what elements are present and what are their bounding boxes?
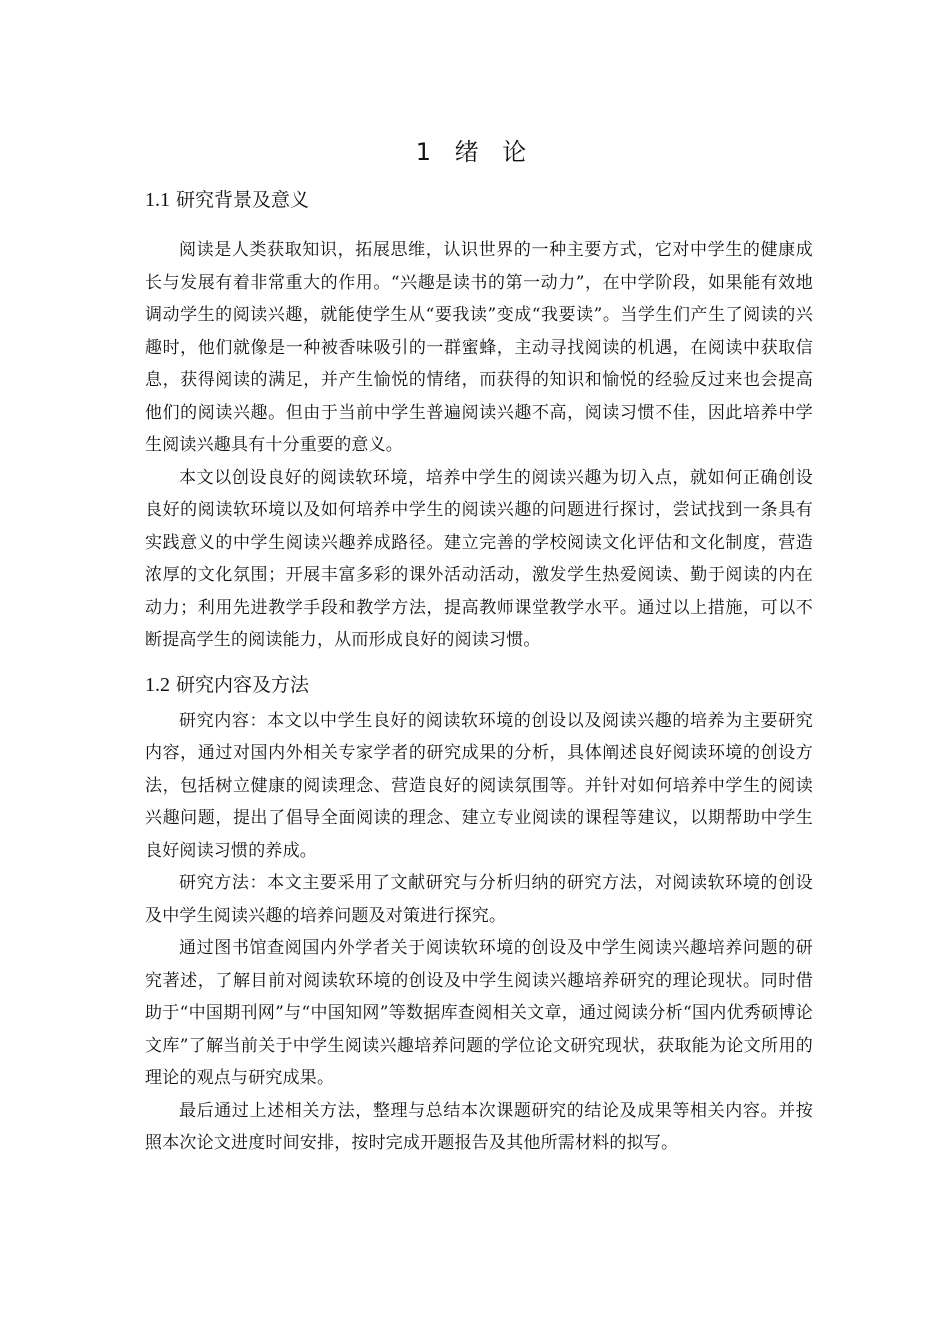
- paragraph: 研究方法：本文主要采用了文献研究与分析归纳的研究方法，对阅读软环境的创设及中学生阅读兴趣的培养问题及对策进行探究。: [145, 873, 813, 926]
- chapter-title: 1 绪 论: [415, 138, 535, 166]
- section-title: 研究背景及意义: [176, 189, 310, 211]
- paragraph: 通过图书馆查阅国内外学者关于阅读软环境的创设及中学生阅读兴趣培养问题的研究著述，了解目前对阅读软环境的创设及中学生阅读兴趣培养研究的理论现状。同时借助于“中国期刊网”与“中国知网”等数据库查阅相关文章，通过阅读分析“国内优秀硕博论文库”了解当前关于中学生阅读兴趣培养问题的学位论文研究现状，获取能为论文所用的理论的观点与研究成果。: [145, 938, 813, 1088]
- paragraph: 最后通过上述相关方法，整理与总结本次课题研究的结论及成果等相关内容。并按照本次论文进度时间安排，按时完成开题报告及其他所需材料的拟写。: [145, 1100, 813, 1153]
- section-number: 1.1: [145, 189, 170, 211]
- paragraph: 阅读是人类获取知识，拓展思维，认识世界的一种主要方式，它对中学生的健康成长与发展有着非常重大的作用。“兴趣是读书的第一动力”，在中学阶段，如果能有效地调动学生的阅读兴趣，就能使学生从“要我读”变成“我要读”。当学生们产生了阅读的兴趣时，他们就像是一种被香味吸引的一群蜜蜂，主动寻找阅读的机遇，在阅读中获取信息，获得阅读的满足，并产生愉悦的情绪，而获得的知识和愉悦的经验反过来也会提高他们的阅读兴趣。但由于当前中学生普遍阅读兴趣不高，阅读习惯不佳，因此培养中学生阅读兴趣具有十分重要的意义。: [145, 240, 813, 455]
- section-title: 研究内容及方法: [176, 673, 310, 696]
- paragraph: 研究内容：本文以中学生良好的阅读软环境的创设以及阅读兴趣的培养为主要研究内容，通过对国内外相关专家学者的研究成果的分析，具体阐述良好阅读环境的创设方法，包括树立健康的阅读理念、营造良好的阅读氛围等。并针对如何培养中学生的阅读兴趣问题，提出了倡导全面阅读的理念、建立专业阅读的课程等建议，以期帮助中学生良好阅读习惯的养成。: [145, 710, 813, 861]
- section-number: 1.2: [145, 673, 170, 696]
- section-heading-1-1: [145, 180, 813, 220]
- paragraph: 本文以创设良好的阅读软环境，培养中学生的阅读兴趣为切入点，就如何正确创设良好的阅读软环境以及如何培养中学生的阅读兴趣的问题进行探讨，尝试找到一条具有实践意义的中学生阅读兴趣养成路径。建立完善的学校阅读文化评估和文化制度，营造浓厚的文化氛围；开展丰富多彩的课外活动活动，激发学生热爱阅读、勤于阅读的内在动力；利用先进教学手段和教学方法，提高教师课堂教学水平。通过以上措施，可以不断提高学生的阅读能力，从而形成良好的阅读习惯。: [145, 467, 813, 650]
- section-heading-1-2: [145, 665, 813, 705]
- document-body: [145, 180, 813, 1160]
